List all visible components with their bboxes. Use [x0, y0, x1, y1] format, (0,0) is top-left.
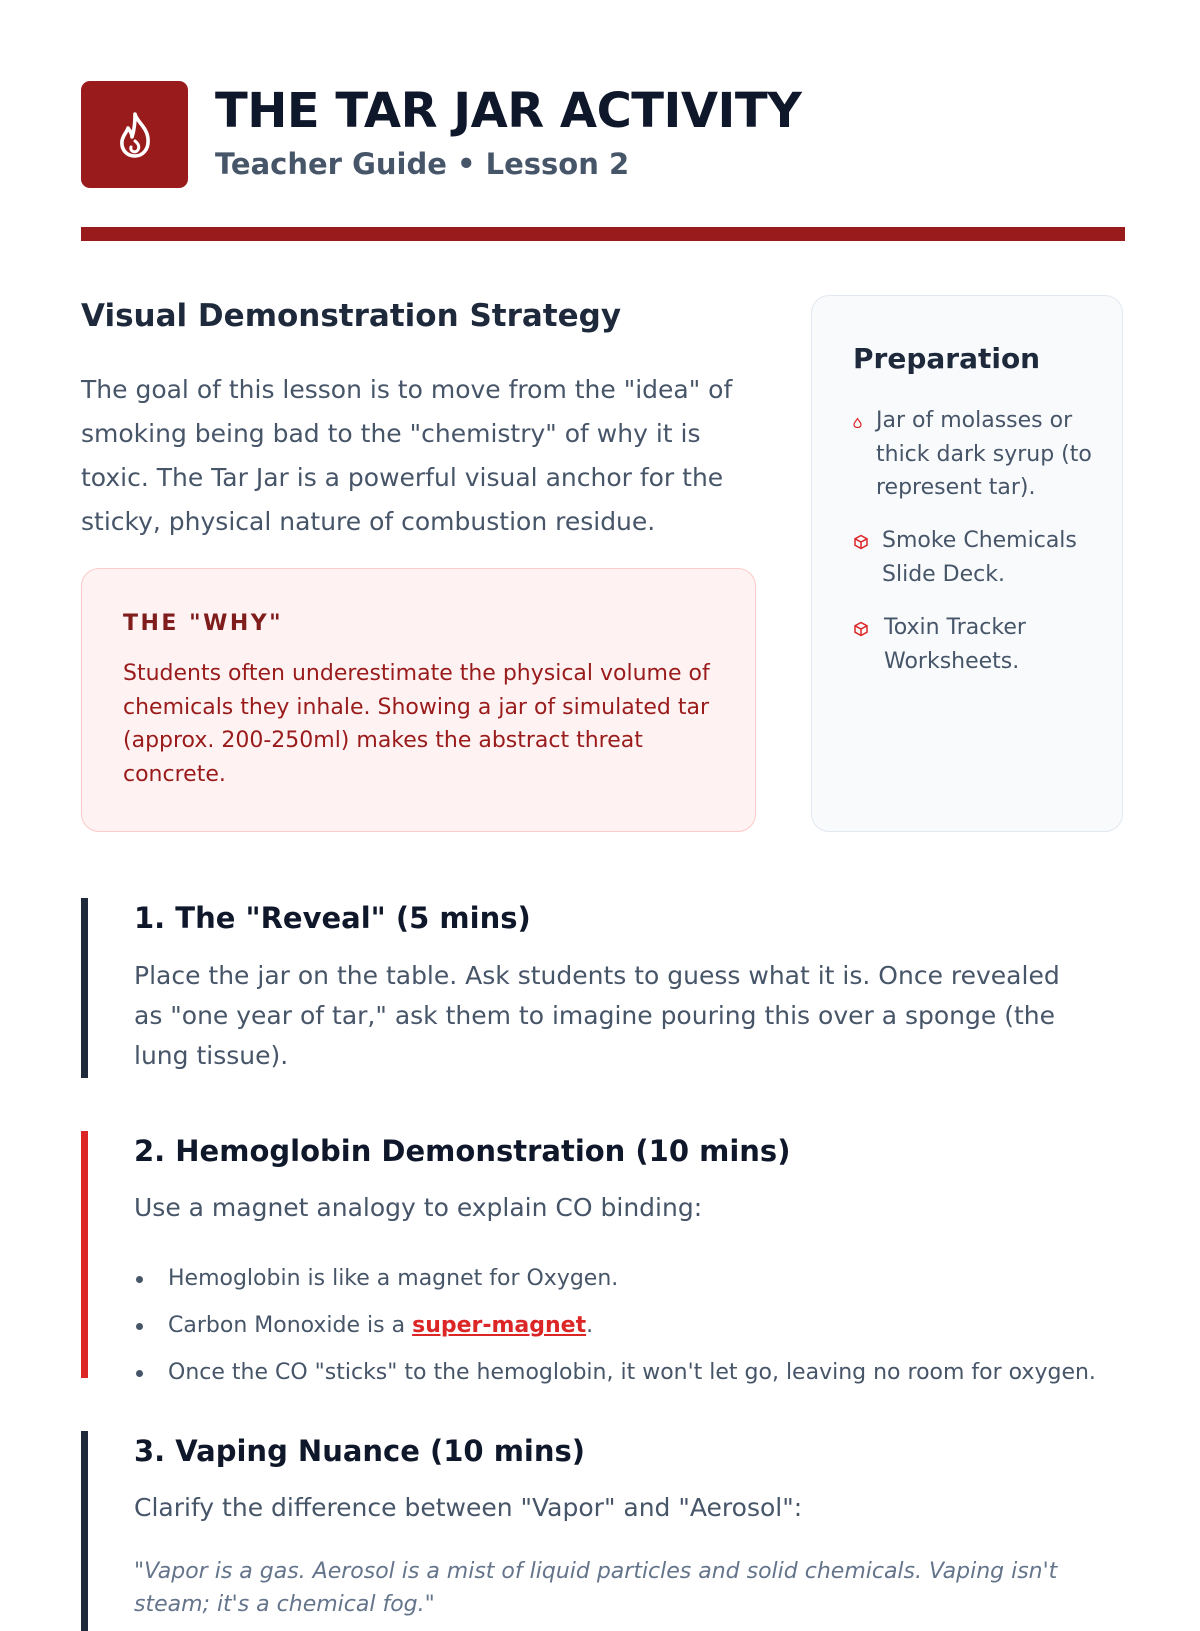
section-heading: 2. Hemoglobin Demonstration (10 mins) [134, 1134, 791, 1168]
document-header [81, 81, 1125, 241]
flame-icon [113, 110, 157, 160]
cube-icon [853, 621, 869, 637]
list-item-text: Once the CO "sticks" to the hemoglobin, it won't let go, leaving no room for oxygen. [168, 1360, 1096, 1385]
preparation-item [853, 524, 1093, 591]
list-item [134, 1356, 1096, 1403]
vapor-quote: "Vapor is a gas. Aerosol is a mist of liquid particles and solid chemicals. Vaping isn't steam; it's a chemical fog." [134, 1559, 1058, 1617]
page-subtitle: Teacher Guide • Lesson 2 [215, 147, 630, 181]
page-title: THE TAR JAR ACTIVITY [215, 83, 802, 139]
list-item [134, 1309, 1096, 1356]
section-vaping [81, 1431, 1125, 1631]
why-paragraph: Students often underestimate the physical volume of chemicals they inhale. Showing a jar of simulated tar (approx. 200-250ml) makes the abstract threat concrete. [123, 661, 710, 787]
section-paragraph: Place the jar on the table. Ask students to guess what it is. Once revealed as "one year of tar," ask them to imagine pouring this over a sponge (the lung tissue). [134, 961, 1060, 1070]
logo-badge [81, 81, 188, 188]
cube-icon [853, 534, 869, 550]
section-intro: Clarify the difference between "Vapor" and "Aerosol": [134, 1493, 803, 1522]
preparation-item [853, 611, 1093, 678]
section-heading: 3. Vaping Nuance (10 mins) [134, 1434, 586, 1468]
preparation-item [853, 404, 1093, 505]
list-item-text: Hemoglobin is like a magnet for Oxygen. [168, 1266, 619, 1291]
preparation-item-text: Toxin Tracker Worksheets. [884, 615, 1026, 674]
list-item [134, 1262, 1096, 1309]
section-hemoglobin [81, 1131, 1125, 1385]
strategy-heading: Visual Demonstration Strategy [81, 298, 622, 334]
analogy-list [134, 1262, 1096, 1403]
super-magnet-highlight: super-magnet [412, 1313, 587, 1338]
preparation-heading: Preparation [853, 342, 1041, 375]
preparation-card [811, 295, 1123, 832]
header-divider [81, 227, 1125, 241]
why-callout [81, 568, 756, 832]
droplet-icon [853, 418, 862, 428]
section-intro: Use a magnet analogy to explain CO binding: [134, 1193, 703, 1222]
section-heading: 1. The "Reveal" (5 mins) [134, 901, 531, 935]
preparation-item-text: Jar of molasses or thick dark syrup (to represent tar). [876, 408, 1092, 500]
section-reveal [81, 898, 1125, 1078]
strategy-paragraph: The goal of this lesson is to move from the "idea" of smoking being bad to the "chemistry" of why it is toxic. The Tar Jar is a powerful visual anchor for the sticky, physical nature of combustion residue. [81, 375, 733, 536]
list-item-text: Carbon Monoxide is a [168, 1313, 413, 1338]
preparation-item-text: Smoke Chemicals Slide Deck. [882, 528, 1077, 587]
why-heading: THE "WHY" [123, 611, 284, 636]
list-item-text: . [586, 1313, 594, 1338]
